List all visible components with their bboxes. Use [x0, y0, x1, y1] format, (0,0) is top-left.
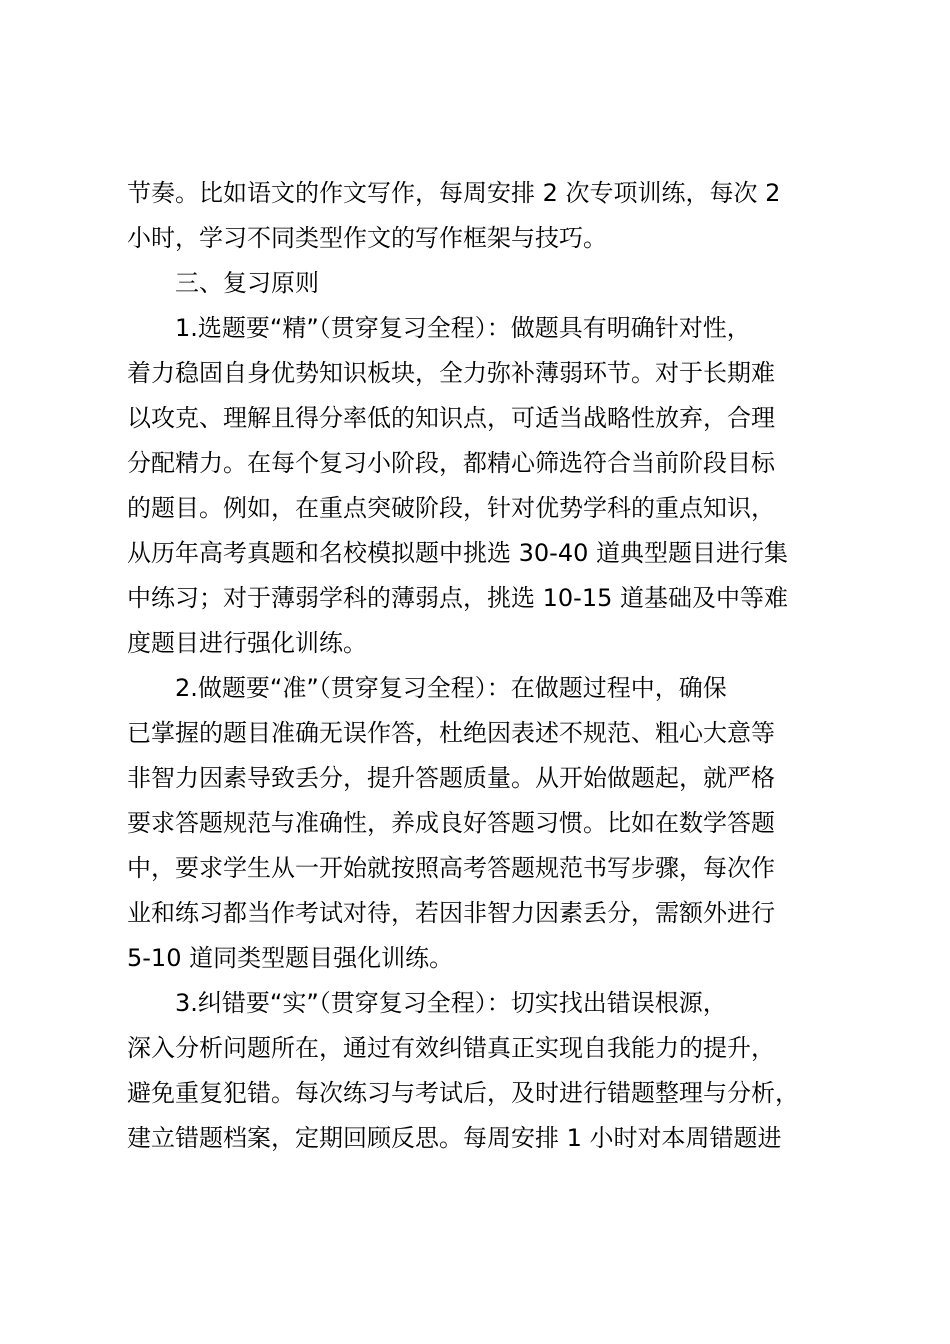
text-line: 深入分析问题所在，通过有效纠错真正实现自我能力的提升，	[127, 1034, 775, 1062]
text-line: 以攻克、理解且得分率低的知识点，可适当战略性放弃，合理	[127, 404, 775, 432]
paragraph-lead: 2.做题要“准”（贯穿复习全程）：在做题过程中，确保	[175, 674, 727, 702]
text-line: 小时，学习不同类型作文的写作框架与技巧。	[127, 224, 607, 252]
section-heading: 三、复习原则	[175, 269, 319, 297]
text-line: 避免重复犯错。每次练习与考试后，及时进行错题整理与分析，	[127, 1079, 799, 1107]
text-line: 度题目进行强化训练。	[127, 629, 367, 657]
text-line: 从历年高考真题和名校模拟题中挑选 30-40 道典型题目进行集	[127, 539, 788, 567]
text-line: 着力稳固自身优势知识板块，全力弥补薄弱环节。对于长期难	[127, 359, 775, 387]
text-line: 中，要求学生从一开始就按照高考答题规范书写步骤，每次作	[127, 854, 775, 882]
text-line: 建立错题档案，定期回顾反思。每周安排 1 小时对本周错题进	[127, 1124, 782, 1152]
text-line: 业和练习都当作考试对待，若因非智力因素丢分，需额外进行	[127, 899, 775, 927]
paragraph-lead: 1.选题要“精”（贯穿复习全程）：做题具有明确针对性，	[175, 314, 751, 342]
text-line: 要求答题规范与准确性，养成良好答题习惯。比如在数学答题	[127, 809, 775, 837]
text-line: 的题目。例如，在重点突破阶段，针对优势学科的重点知识，	[127, 494, 775, 522]
paragraph-lead: 3.纠错要“实”（贯穿复习全程）：切实找出错误根源，	[175, 989, 727, 1017]
text-line: 5-10 道同类型题目强化训练。	[127, 944, 454, 972]
text-line: 中练习；对于薄弱学科的薄弱点，挑选 10-15 道基础及中等难	[127, 584, 788, 612]
text-line: 非智力因素导致丢分，提升答题质量。从开始做题起，就严格	[127, 764, 775, 792]
text-line: 已掌握的题目准确无误作答，杜绝因表述不规范、粗心大意等	[127, 719, 775, 747]
text-line: 分配精力。在每个复习小阶段，都精心筛选符合当前阶段目标	[127, 449, 775, 477]
text-line: 节奏。比如语文的作文写作，每周安排 2 次专项训练，每次 2	[127, 179, 781, 207]
